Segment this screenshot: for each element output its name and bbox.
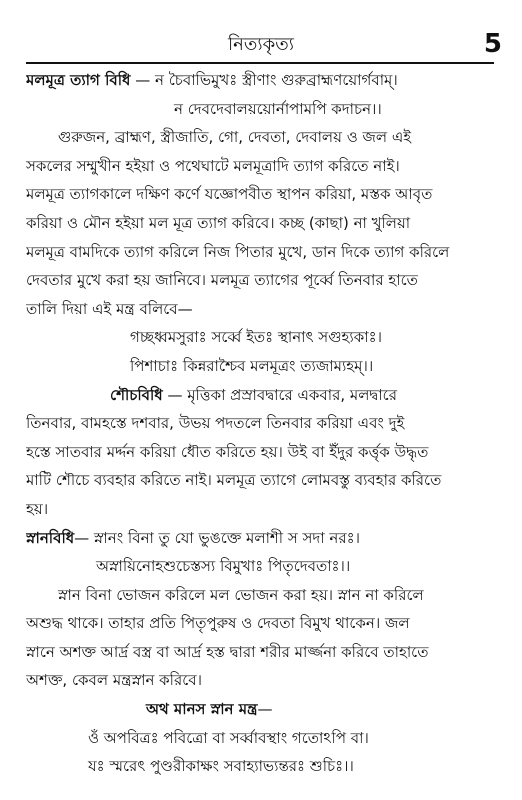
paragraph-line: সকলের সম্মুখীন হইয়া ও পথেঘাটে মলমূত্রাদি ত্যাগ করিতে নাই।	[26, 156, 400, 175]
verse-line: পিশাচাঃ কিন্নরাশ্চৈব মলমূত্রং ত্যজাম্যহম্।।	[130, 356, 374, 375]
verse-line: ওঁ অপবিত্রঃ পবিত্রো বা সর্ব্বাবস্থাং গতোঽপি বা।	[88, 728, 369, 747]
paragraph-line: হয়।	[26, 499, 49, 518]
paragraph-line: মাটি শৌচে ব্যবহার করিতে নাই। মলমূত্র ত্যাগে লোমবস্তু ব্যবহার করিতে	[26, 471, 442, 490]
verse-line: ন দেবদেবালয়য়োর্নাপামপি কদাচন।।	[174, 99, 382, 118]
paragraph-line: করিয়া ও মৌন হইয়া মল মূত্র ত্যাগ করিবে। কচ্ছ (কাছা) না খুলিয়া	[26, 213, 411, 232]
verse-text: — স্নানং বিনা তু যো ভুঙক্তে মলাশী স সদা নরঃ।	[74, 528, 360, 547]
paragraph-line: তিনবার, বামহস্তে দশবার, উভয় পদতলে তিনবার করিয়া এবং দুই	[26, 414, 405, 433]
header-rule	[26, 62, 494, 64]
section-heading: স্নানবিধি	[26, 528, 75, 547]
paragraph-line: মলমূত্র বামদিকে ত্যাগ করিলে নিজ পিতার মুখে, ডান দিকে ত্যাগ করিলে	[26, 242, 450, 261]
page-number: 5	[483, 29, 502, 59]
paragraph-line: স্নানে অশক্ত আর্দ্র বস্ত্র বা আর্দ্র হস্ত দ্বারা শরীর মার্জ্জনা করিবে তাহাতে	[26, 642, 429, 661]
section-heading-line	[26, 381, 496, 410]
paragraph-line: দেবতার মুখে করা হয় জানিবে। মলমূত্র ত্যাগের পূর্ব্বে তিনবার হাতে	[26, 271, 418, 290]
section-heading-line	[26, 66, 496, 95]
section-heading: শৌচবিধি	[110, 385, 163, 404]
section-heading-line	[26, 695, 496, 724]
section-heading-line	[26, 524, 496, 553]
section-heading: অথ মানস স্নান মন্ত্র	[146, 700, 258, 719]
verse-line: গচ্ছধ্বমসুরাঃ সর্ব্বে ইতঃ স্থানাৎ সগুহ্যকাঃ।	[130, 328, 382, 347]
paragraph-text: — মৃত্তিকা প্রস্রাবদ্বারে একবার, মলদ্বারে	[162, 385, 397, 404]
verse-line: অস্নায়িনোহশুচেস্তস্য বিমুখাঃ পিতৃদেবতাঃ।।	[96, 557, 351, 576]
running-header-title: নিত্যকৃত্য	[228, 34, 294, 55]
paragraph-line: মলমূত্র ত্যাগকালে দক্ষিণ কর্ণে যজ্ঞোপবীত স্থাপন করিয়া, মস্তক আবৃত	[26, 185, 433, 204]
verse-text: — ন চৈবাভিমুখঃ স্ত্রীণাং গুরুব্রাহ্মণয়োর্গবাম্।	[130, 71, 398, 89]
paragraph-line: অশুদ্ধ থাকে। তাহার প্রতি পিতৃপুরুষ ও দেবতা বিমুখ থাকেন। জল	[26, 614, 410, 633]
heading-dash: —	[257, 700, 273, 719]
paragraph-line: অশক্ত, কেবল মন্ত্রস্নান করিবে।	[26, 671, 202, 690]
paragraph-line: হস্তে সাতবার মর্দ্দন করিয়া ধৌত করিতে হয়। উই বা ইঁদুর কর্ত্তৃক উদ্ধৃত	[26, 442, 429, 461]
paragraph-line: স্নান বিনা ভোজন করিলে মল ভোজন করা হয়। স্নান না করিলে	[58, 585, 424, 604]
verse-line: যঃ স্মরেৎ পুণ্ডরীকাক্ষং সবাহ্যাভ্যন্তরঃ শুচিঃ।।	[88, 757, 354, 776]
paragraph-line: গুরুজন, ব্রাহ্মণ, স্ত্রীজাতি, গো, দেবতা, দেবালয় ও জল এই	[58, 128, 412, 147]
section-heading: মলমূত্র ত্যাগ বিধি	[26, 71, 131, 89]
paragraph-line: তালি দিয়া এই মন্ত্র বলিবে—	[26, 299, 193, 318]
page-body	[26, 66, 496, 781]
